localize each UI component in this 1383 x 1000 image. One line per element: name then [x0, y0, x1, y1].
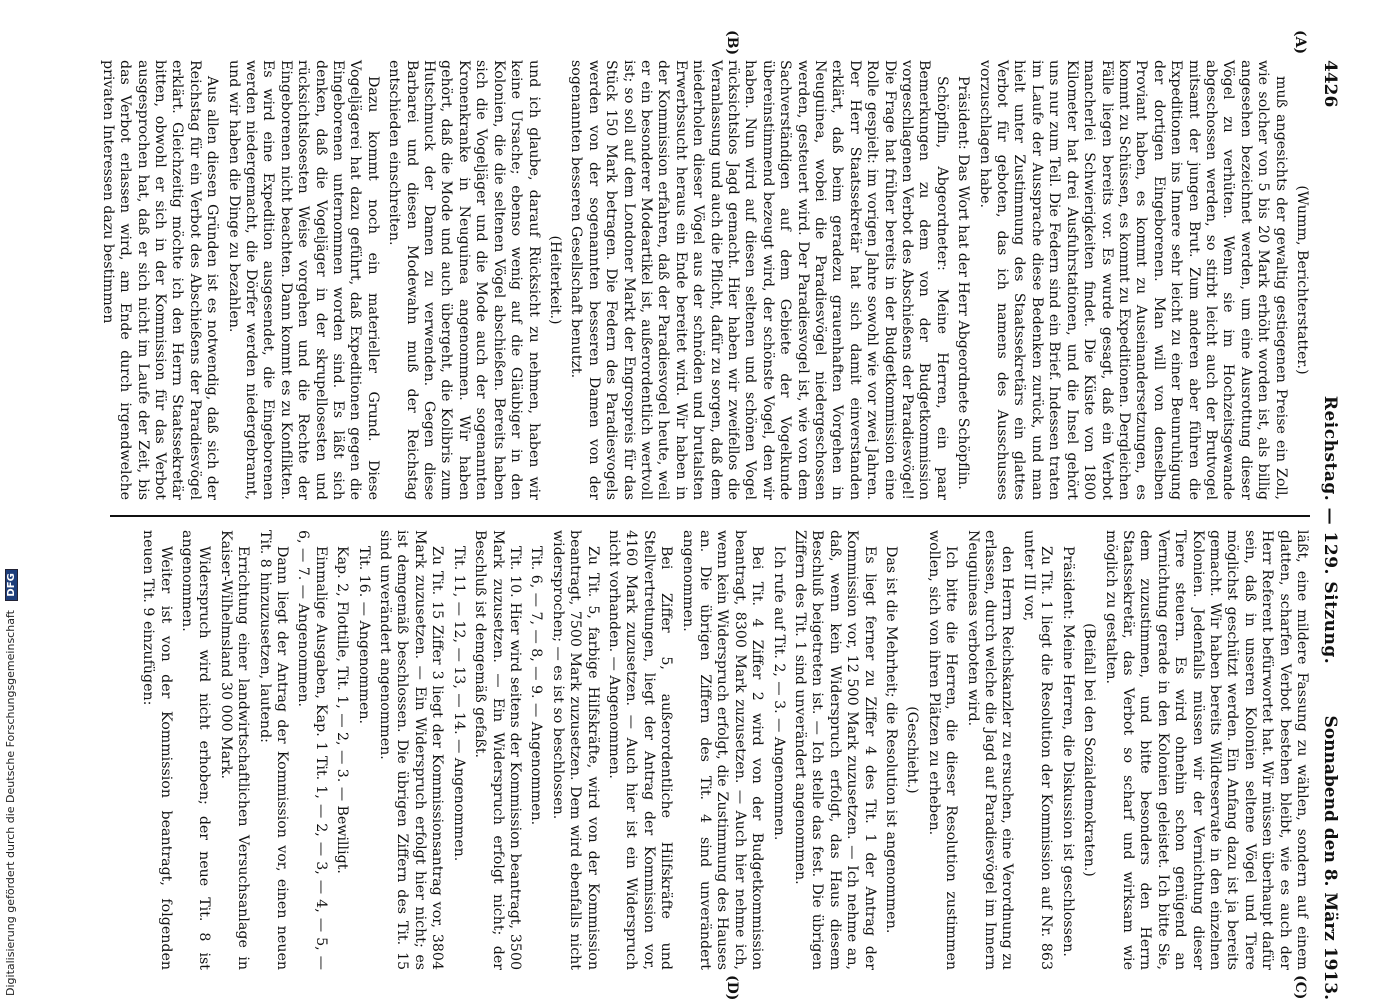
credit-text: Digitalisierung gefördert durch die Deutsche Forschungsgemeinschaft [4, 610, 17, 996]
right-paragraph: Bei Tit. 4 Ziffer 2 wird von der Budgetkommission beantragt, 8300 Mark zuzusetzen. — Auch hier nehme ich, wenn kein Widerspruch erfolgt, die Zustimmung des Hauses an. Die übrigen Ziffern des Tit. 4 sind unverändert angenommen. [679, 530, 766, 970]
left-paragraph: Präsident: Das Wort hat der Herr Abgeordnete Schöpflin. [955, 76, 972, 490]
newspaper-page [90, 30, 1340, 1000]
margin-marker-b: (B) [724, 30, 740, 56]
right-paragraph: Zu Tit. 1 liegt die Resolution der Kommission auf Nr. 863 unter III vor, [1020, 530, 1055, 970]
right-paragraph: den Herrn Reichskanzler zu ersuchen, eine Verordnung zu erlassen, durch welche die Jagd auf Paradiesvögel im Innern Neuguineas verboten wird. [964, 530, 1016, 970]
right-paragraph: Tit. 10. Hier wird seitens der Kommission beantragt, 3500 Mark zuzusetzen. — Ein Widerspruch erfolgt nicht; der Beschluß ist demgemäß gefaßt. [472, 530, 523, 970]
right-paragraph: (Geschieht.) [904, 706, 921, 794]
right-paragraph: Dann liegt der Antrag der Kommission vor, einen neuen Tit. 8 hinzuzusetzen, lautend: [256, 530, 291, 970]
page-date: Sonnabend den 8. März 1913. [1320, 715, 1340, 1000]
left-paragraph: Aus allen diesen Gründen ist es notwendig, daß sich der Reichstag für ein Verbot des Abschießens der Paradiesvögel erklärt. Gleichzeitig möchte ich den Herrn Staatssekretär bitten, obwohl er sich in der Kommission für das Verbot ausgesprochen hat, daß er sich nicht im Laufe der Zeit, bis das Verbot erlassen wird, am Ende durch irgendwelche privaten Interessen dazu bestimmen [99, 60, 221, 500]
right-paragraph: Einmalige Ausgaben, Kap. 1 Tit. 1, — 2, — 3, — 4, — 5, — 6, — 7. — Angenommen. [295, 530, 329, 970]
margin-marker-c: (C) [1292, 975, 1308, 1000]
column-divider [110, 515, 1310, 517]
left-paragraph: (Heiterkeit.) [546, 235, 563, 325]
right-paragraph: Kap. 2, Flottille, Tit. 1, — 2, — 3. — Bewilligt. [334, 546, 351, 874]
right-paragraph: Ich bitte die Herren, die dieser Resolution zustimmen wollen, sich von ihren Plätzen zu erheben. [925, 530, 960, 970]
right-paragraph: Errichtung einer landwirtschaftlichen Versuchsanlage in Kaiser-Wilhelmsland 30 000 Mark. [217, 530, 252, 970]
right-paragraph: Es liegt ferner zu Ziffer 4 des Tit. 1 der Antrag der Kommission vor, 12 500 Mark zuzusetzen. — Ich nehme an, daß, wenn kein Widerspruch erfolgt, das Haus diesem Beschluß beigetreten ist. — Ich stelle das fest. Die übrigen Ziffern des Tit. 1 sind unverändert angenommen. [792, 530, 878, 970]
page-header [1314, 60, 1340, 1000]
page-title: Reichstag. — 129. Sitzung. [1320, 395, 1340, 665]
right-paragraph: Zu Tit. 15 Ziffer 3 liegt der Kommissionsantrag vor, 3804 Mark zuzusetzen. — Ein Widerspruch erfolgt hier nicht; es ist demgemäß beschlossen. Die übrigen Ziffern des Tit. 15 sind unverändert angenommen. [377, 530, 446, 970]
left-paragraph: und ich glaube, darauf Rücksicht zu nehmen, haben wir keine Ursache; ebenso wenig auf die Gläubiger in den Kolonien, die die seltenen Vögel abschießen. Bereits haben sich die Vogeljäger und die Mode auch der sogenannten Kronenkranke in Neuguinea angenommen. Wir haben gehört, daß die Mode und auch übergeht, die Kolibris zum Hutschmuck der Damen zu verwenden. Gegen diese Barbarei und diesen Modewahn muß der Reichstag entschieden einschreiten. [386, 60, 542, 500]
right-paragraph: Tit. 16. — Angenommen. [355, 546, 372, 724]
right-paragraph: Das ist die Mehrheit; die Resolution ist angenommen. [883, 546, 900, 934]
digitization-credit [4, 0, 22, 996]
page-number: 4426 [1320, 60, 1340, 108]
right-paragraph: Tit. 6, — 7, — 8, — 9. — Angenommen. [528, 546, 545, 826]
left-column [94, 60, 1310, 500]
right-paragraph: Präsident: Meine Herren, die Diskussion ist geschlossen. [1059, 546, 1076, 957]
right-paragraph: Tit. 11, — 12, — 13, — 14. — Angenommen. [450, 546, 467, 862]
right-paragraph: Weiter ist von der Kommission beantragt, folgenden neuen Tit. 9 einzufügen: [140, 530, 174, 970]
right-paragraph: Bei Ziffer 5, außerordentliche Hilfskräfte und Stellvertretungen, liegt der Antrag der Kommission vor, 4160 Mark zuzusetzen. — Auch hier ist ein Widerspruch nicht vorhanden. — Angenommen. [605, 530, 675, 970]
left-paragraph: muß angesichts der gewaltig gestiegenen Preise ein Zoll, wie solcher von 5 bis 20 Mark erhöht worden ist, als billig angesehen bezeichnet werden, um eine Ausrottung dieser Vögel zu verhüten. Wenn sie im Hochzeitsgewande abgeschossen werden, so stirbt leicht auch der Brutvogel mitsamt der jungen Brut. Zum anderen aber führen die Expeditionen ins Innere sehr leicht zu einer Beunruhigung der dortigen Eingeborenen. Man will von denselben Proviant haben, es kommt zu Auseinandersetzungen, es kommt zu Schüssen, es kommt zu Expeditionen. Dergleichen Fälle liegen bereits vor. Es wurde gesagt, daß ein Verbot mancherlei Schwierigkeiten findet. Die Küste von 1800 Kilometer hat drei Ausfuhrstationen, und die Insel gehört uns nur zum Teil. Die Federn sind ein Brief. Indessen traten im Laufe der Aussprache diese Bedenken zurück, und man hielt unter Zustimmung des Staatssekretärs ein glattes Verbot für geboten, das ich namens des Ausschusses vorzuschlagen habe. [976, 60, 1289, 500]
right-paragraph: (Beifall bei den Sozialdemokraten.) [1081, 623, 1098, 877]
right-paragraph: Zu Tit. 5, farbige Hilfskräfte, wird von der Kommission beantragt, 7500 Mark zuzusetzen. Dem wird ebenfalls nicht widersprochen; — es ist so beschlossen. [549, 530, 601, 970]
left-paragraph: Dazu kommt noch ein materieller Grund. Diese Vogeljägerei hat dazu geführt, daß Expeditionen gegen die Eingeborenen unternommen worden sind. Es läßt sich denken, daß die Vogeljäger in der skrupellosesten und rücksichtslosesten Weise vorgehen und die Rechte der Eingeborenen nicht beachten. Dann kommt es zu Konflikten. Es wird eine Expedition ausgesendet, die Eingeborenen werden niedergemacht, die Dörfer werden niedergebrannt, und wir haben die Dinge zu bezahlen. [225, 60, 381, 500]
right-column [135, 530, 1310, 970]
right-paragraph: läßt, eine mildere Fassung zu wählen, sondern auf einem glatten, scharfen Verbot bestehen bleibt, wie es auch der Herr Referent befürwortet hat. Wir müssen überhaupt dafür sein, daß in unseren Kolonien seltene Vögel und Tiere möglichst geschützt werden. Ein Anfang dazu ist ja bereits gemacht. Wir haben bereits Wildreservate in den einzelnen Kolonien. Jedenfalls müssen wir der Vernichtung dieser Tiere steuern. Es wird ohnehin schon genügend an Vernichtung gerade in den Kolonien geleistet. Ich bitte Sie, dem zuzustimmen, und bitte besonders den Herrn Staatssekretär, das Verbot so scharf und wirksam wie möglich zu gestalten. [1102, 530, 1310, 970]
dfg-logo: DFG [5, 569, 18, 600]
right-paragraph: Ich rufe auf Tit. 2, — 3. — Angenommen. [770, 546, 787, 841]
left-paragraph: Schöpflin, Abgeordneter: Meine Herren, ein paar Bemerkungen zu dem von der Budgetkommission vorgeschlagenen Verbot des Abschießens der Paradiesvögel! Die Frage hat früher bereits in der Budgetkommission eine Rolle gespielt: im vorigen Jahre sowohl wie vor zwei Jahren. Der Herr Staatssekretär hat sich damit einverstanden erklärt, daß beim geradezu grauenhaften Vorgehen in Neuguinea, wobei die Paradiesvögel niedergeschossen werden, gesteuert wird. Der Paradiesvogel ist, wie von dem Sachverständigen auf dem Gebiete der Vogelkunde übereinstimmend bezeugt wird, der schönste Vogel, den wir haben. Nun wird auf diesen seltenen und schönen Vogel rücksichtslos Jagd gemacht. Hier haben wir zweifellos die Veranlassung und auch die Pflicht, dafür zu sorgen, daß dem niederholen dieser Vögel aus der schnöden und brutalsten Erwerbssucht heraus ein Ende bereitet wird. Wir haben in der Kommission erfahren, daß der Paradiesvogel heute, weil er ein besonderer Modeartikel ist, außerordentlich wertvoll ist; so soll auf dem Londoner Markt der Engrospreis für das Stück 150 Mark betragen. Die Federn des Paradiesvogels werden von der sogenannten besseren Damen von der sogenannten besseren Gesellschaft benutzt. [568, 60, 950, 500]
margin-marker-d: (D) [724, 975, 740, 1000]
left-paragraph: (Wumm, Berichterstatter.) [1294, 185, 1310, 375]
right-paragraph: Widerspruch wird nicht erhoben; der neue Tit. 8 ist angenommen. [179, 530, 213, 970]
margin-marker-a: (A) [1292, 30, 1308, 55]
